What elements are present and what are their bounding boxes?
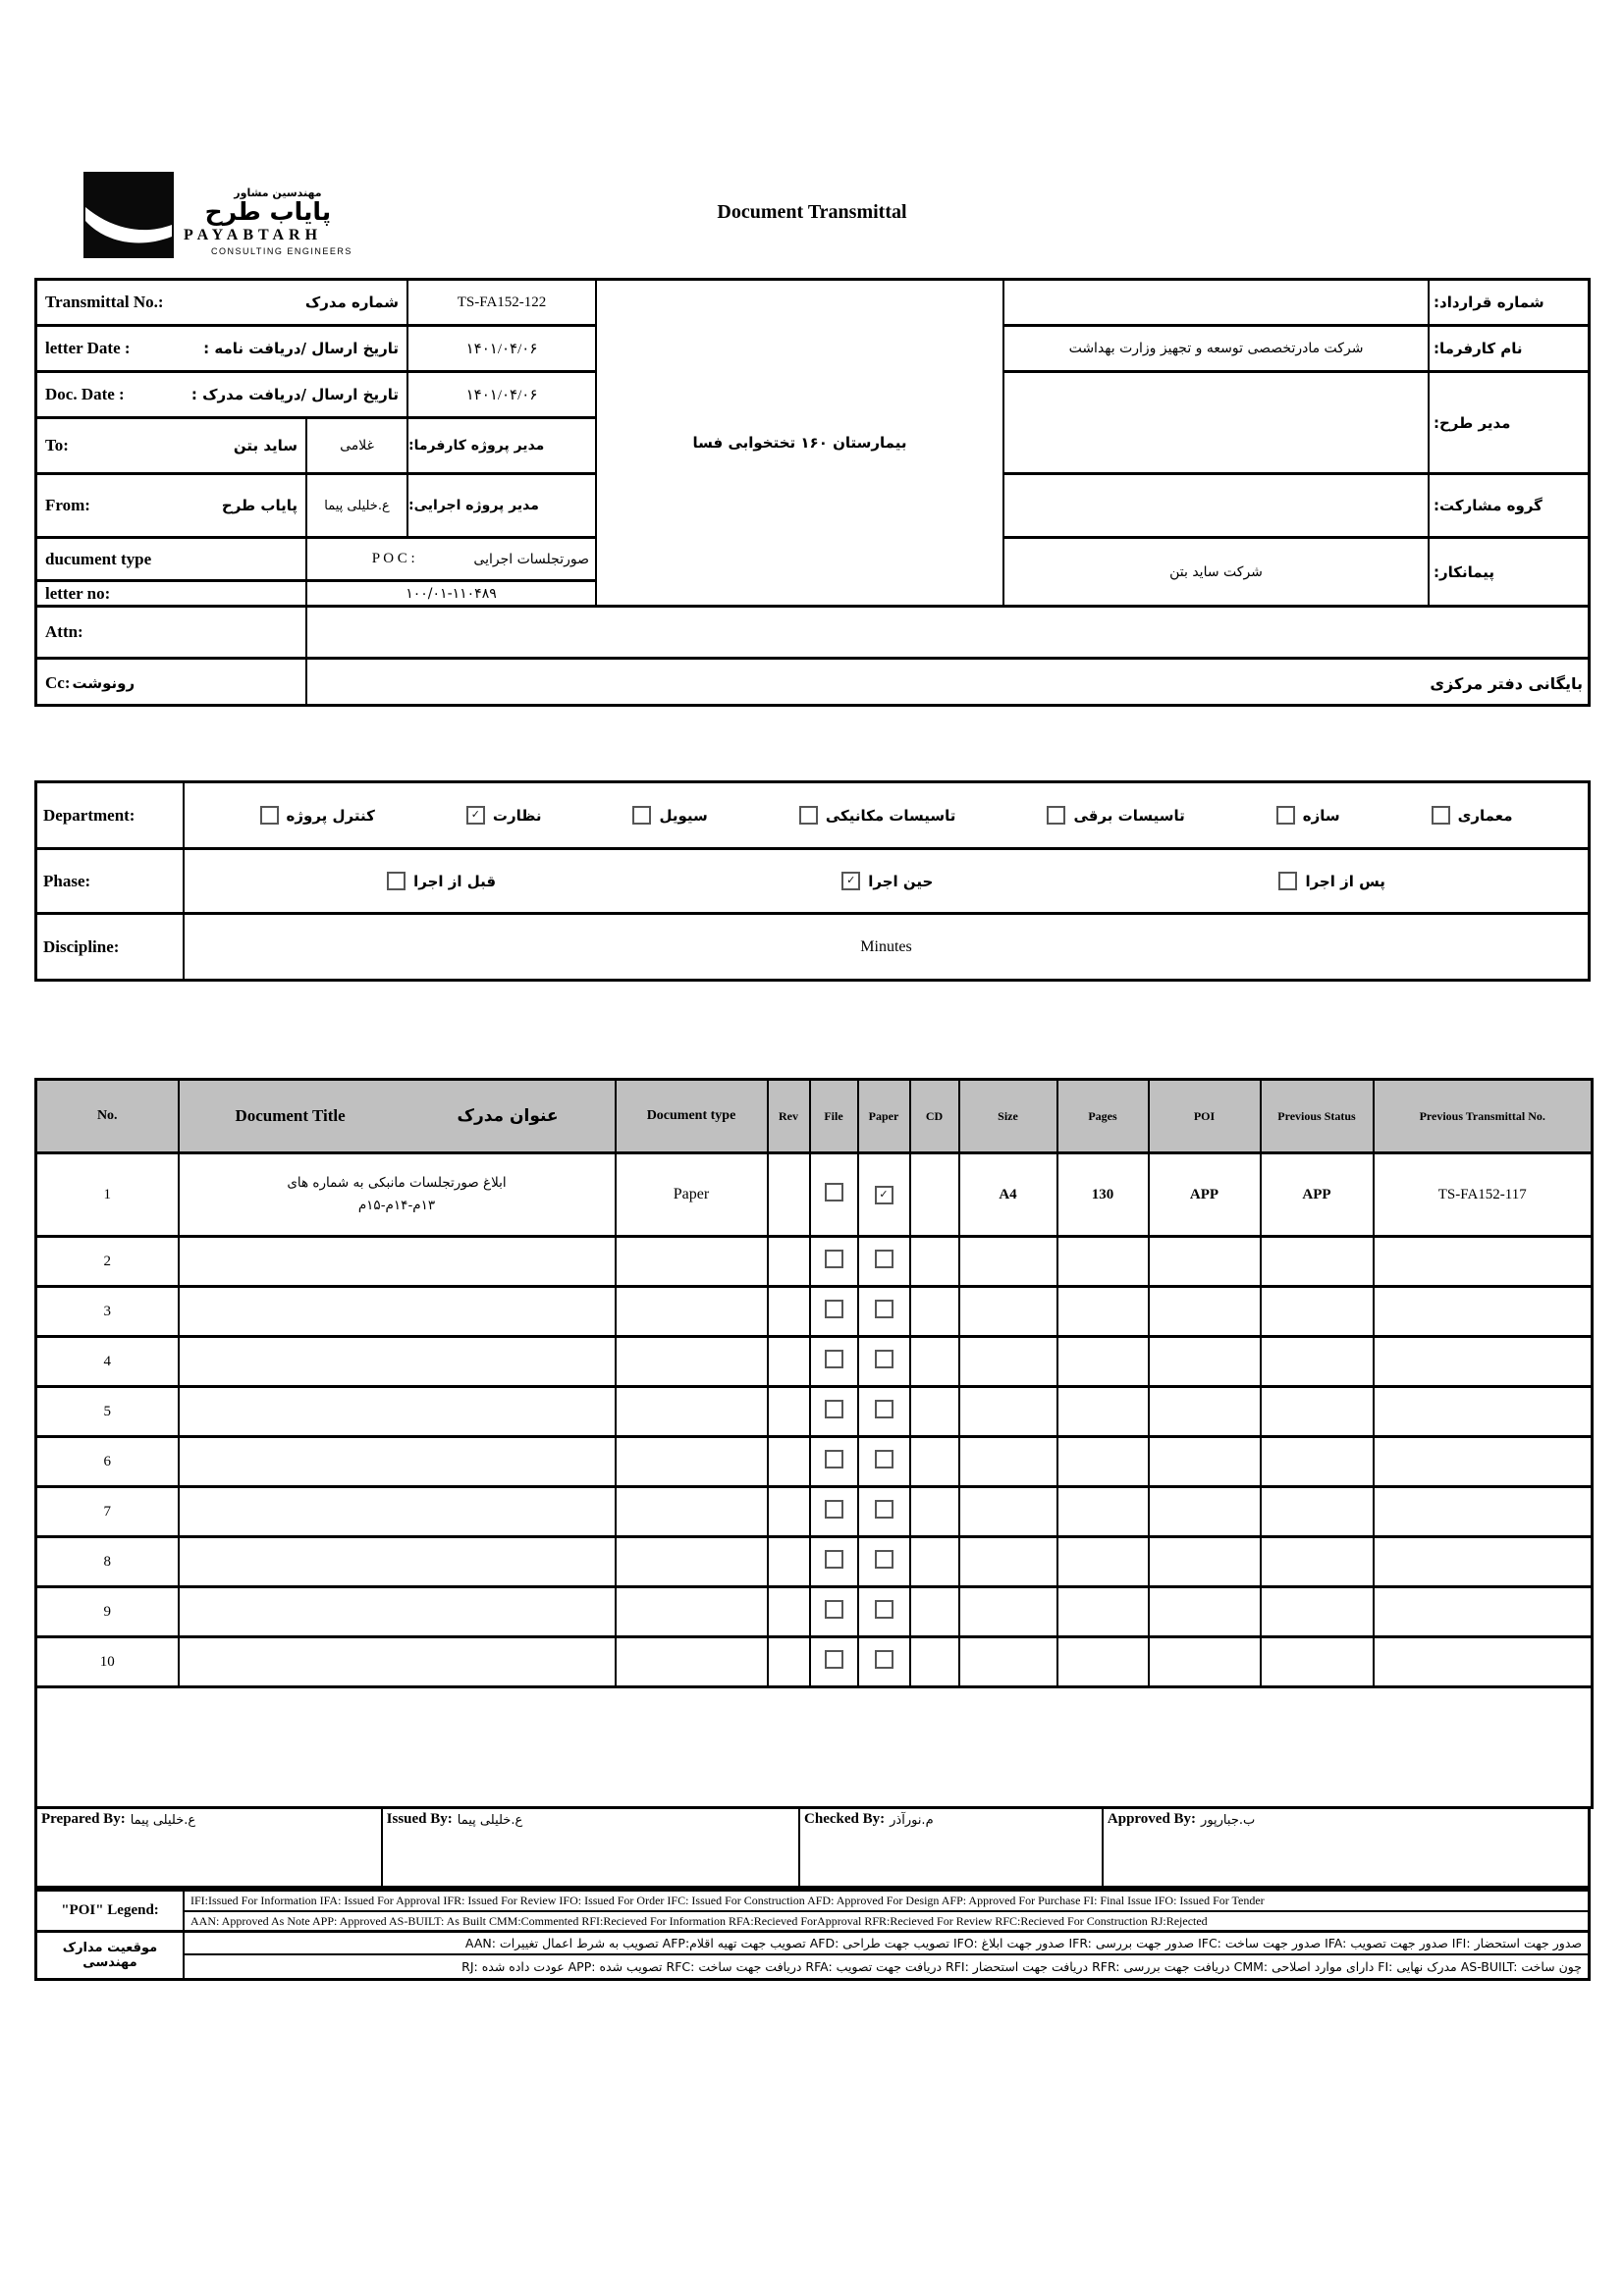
department-option-checkbox[interactable] [260, 806, 279, 825]
pages-cell [1057, 1587, 1149, 1637]
department-option [632, 806, 707, 825]
cd-cell [910, 1637, 959, 1687]
department-option-label: تاسیسات برقی [1073, 806, 1185, 825]
file-cell [810, 1437, 858, 1487]
col-file: File [810, 1080, 858, 1153]
doc-type-cell [616, 1537, 768, 1587]
department-option [260, 806, 375, 825]
cc-label: Cc: رونوشت [37, 660, 307, 707]
empty-remarks-row [36, 1687, 1593, 1808]
logo-en-subtitle: CONSULTING ENGINEERS [211, 246, 352, 256]
pages-cell [1057, 1387, 1149, 1437]
table-row [36, 1337, 1593, 1387]
size-cell [959, 1537, 1057, 1587]
letter-no-label: letter no: [37, 582, 307, 608]
rev-cell [768, 1637, 810, 1687]
attn-label: Attn: [37, 608, 307, 660]
col-no: No. [36, 1080, 179, 1153]
doc-title-cell [179, 1487, 616, 1537]
poi-cell [1149, 1287, 1261, 1337]
paper-checkbox[interactable] [875, 1650, 893, 1669]
letter-date-value: ۱۴۰۱/۰۴/۰۶ [408, 327, 597, 373]
row-number: 9 [36, 1587, 179, 1637]
file-cell [810, 1487, 858, 1537]
table-row [36, 1153, 1593, 1237]
prev-status-cell: APP [1261, 1153, 1374, 1237]
department-option-label: کنترل پروژه [286, 806, 375, 825]
file-cell [810, 1387, 858, 1437]
file-checkbox[interactable] [825, 1300, 843, 1318]
transmittal-no-label: Transmittal No.: شماره مدرک [37, 281, 408, 327]
department-label: Department: [37, 783, 185, 850]
file-cell [810, 1337, 858, 1387]
prev-status-cell [1261, 1237, 1374, 1287]
prev-status-cell [1261, 1287, 1374, 1337]
approved-by-cell: Approved By: ب.جبارپور [1107, 1811, 1256, 1828]
table-row [36, 1437, 1593, 1487]
rev-cell [768, 1337, 810, 1387]
phase-option [1278, 872, 1384, 890]
department-option-label: نظارت [492, 806, 542, 825]
col-cd: CD [910, 1080, 959, 1153]
prev-status-cell [1261, 1487, 1374, 1537]
paper-checkbox[interactable] [875, 1400, 893, 1418]
cd-cell [910, 1487, 959, 1537]
department-option-label: سازه [1302, 806, 1340, 825]
to-row: To: ساید بتن [37, 419, 307, 475]
col-doc-type: Document type [616, 1080, 768, 1153]
paper-checkbox[interactable] [875, 1450, 893, 1468]
approved-by-name: ب.جبارپور [1201, 1813, 1256, 1828]
cd-cell [910, 1153, 959, 1237]
size-cell [959, 1237, 1057, 1287]
table-header-row [36, 1080, 1593, 1153]
prev-status-cell [1261, 1637, 1374, 1687]
cd-cell [910, 1237, 959, 1287]
checked-by-cell: Checked By: م.نورآذر [800, 1809, 1104, 1886]
paper-cell [858, 1637, 910, 1687]
prev-transmittal-cell [1374, 1437, 1593, 1487]
paper-checkbox[interactable]: ✓ [875, 1186, 893, 1204]
paper-checkbox[interactable] [875, 1600, 893, 1619]
doc-type-cell [616, 1387, 768, 1437]
poi-cell [1149, 1487, 1261, 1537]
size-cell: A4 [959, 1153, 1057, 1237]
rev-cell [768, 1237, 810, 1287]
table-row [36, 1387, 1593, 1437]
col-prev-transmittal: Previous Transmittal No. [1374, 1080, 1593, 1153]
row-number: 7 [36, 1487, 179, 1537]
row-number: 4 [36, 1337, 179, 1387]
document-type-value: P O C : صورتجلسات اجرایی [307, 539, 597, 582]
row-number: 1 [36, 1153, 179, 1237]
document-list-table [34, 1078, 1594, 1809]
department-option [799, 806, 956, 825]
poi-legend-table [34, 1889, 1591, 1981]
transmittal-info-table [34, 278, 1591, 707]
file-checkbox[interactable] [825, 1400, 843, 1418]
logo-fa-title: پایاب طرح [204, 196, 332, 226]
doc-title-cell [179, 1287, 616, 1337]
contract-no-value [1004, 281, 1430, 327]
prev-transmittal-cell [1374, 1287, 1593, 1337]
pages-cell [1057, 1437, 1149, 1487]
logo-en-title: PAYABTARH [184, 227, 323, 243]
from-value: پایاب طرح [221, 497, 298, 514]
file-cell [810, 1237, 858, 1287]
checked-by-name: م.نورآذر [890, 1813, 934, 1828]
client-label: نام کارفرما: [1430, 327, 1591, 373]
phase-options [185, 850, 1588, 915]
phase-option-checkbox[interactable] [1278, 872, 1297, 890]
file-checkbox[interactable] [825, 1450, 843, 1468]
cd-cell [910, 1387, 959, 1437]
to-person: غلامی [307, 419, 408, 475]
department-option-checkbox[interactable] [632, 806, 651, 825]
file-cell [810, 1153, 858, 1237]
file-checkbox[interactable] [825, 1600, 843, 1619]
row-number: 3 [36, 1287, 179, 1337]
department-option [1432, 806, 1513, 825]
table-row [36, 1487, 1593, 1537]
from-role-label: مدیر پروژه اجرایی: [408, 475, 597, 539]
to-role-label: مدیر پروژه کارفرما: [408, 419, 597, 475]
doc-type-cell: Paper [616, 1153, 768, 1237]
contractor-label: پیمانکار: [1430, 539, 1591, 608]
rev-cell [768, 1537, 810, 1587]
prev-transmittal-cell [1374, 1237, 1593, 1287]
contract-no-label: شماره قرارداد: [1430, 281, 1591, 327]
paper-checkbox[interactable] [875, 1550, 893, 1569]
col-pages: Pages [1057, 1080, 1149, 1153]
poi-cell [1149, 1637, 1261, 1687]
prev-transmittal-cell [1374, 1487, 1593, 1537]
table-row [36, 1287, 1593, 1337]
col-poi: POI [1149, 1080, 1261, 1153]
doc-status-label: موقعیت مدارک مهندسی [37, 1933, 185, 1978]
discipline-value: Minutes [860, 937, 912, 955]
doc-type-cell [616, 1587, 768, 1637]
poi-legend-en-row1: IFI:Issued For Information IFA: Issued For Approval IFR: Issued For Review IFO: Issued For Order IFC: Issued For Construction AFD: Approved For Design AFP: Approved For Purchase FI: Final Issue IFO: Issued For Tender [185, 1892, 1588, 1912]
paper-checkbox[interactable] [875, 1350, 893, 1368]
paper-cell [858, 1153, 910, 1237]
phase-label: Phase: [37, 850, 185, 915]
phase-option-checkbox[interactable]: ✓ [841, 872, 860, 890]
file-checkbox[interactable] [825, 1500, 843, 1519]
logo-fa-subtitle: مهندسین مشاور [234, 186, 322, 199]
size-cell [959, 1437, 1057, 1487]
contractor-value: شرکت ساید بتن [1004, 539, 1430, 608]
row-number: 10 [36, 1637, 179, 1687]
file-cell [810, 1287, 858, 1337]
transmittal-no-value: TS-FA152-122 [408, 281, 597, 327]
client-value: شرکت مادرتخصصی توسعه و تجهیز وزارت بهداشت [1004, 327, 1430, 373]
doc-type-cell [616, 1287, 768, 1337]
paper-checkbox[interactable] [875, 1250, 893, 1268]
department-option-checkbox[interactable] [799, 806, 818, 825]
rev-cell [768, 1287, 810, 1337]
pages-cell [1057, 1487, 1149, 1537]
document-type-label: ducument type [37, 539, 307, 582]
paper-cell [858, 1437, 910, 1487]
file-checkbox[interactable] [825, 1183, 843, 1201]
department-option-label: سیویل [659, 806, 708, 825]
department-option-checkbox[interactable] [1047, 806, 1065, 825]
to-value: ساید بتن [233, 437, 298, 454]
file-cell [810, 1537, 858, 1587]
doc-type-cell [616, 1637, 768, 1687]
rev-cell [768, 1487, 810, 1537]
rev-cell [768, 1153, 810, 1237]
prev-status-cell [1261, 1387, 1374, 1437]
department-option [1276, 806, 1340, 825]
paper-cell [858, 1387, 910, 1437]
cd-cell [910, 1287, 959, 1337]
issued-by-cell: Issued By: ع.خلیلی پیما [383, 1809, 800, 1886]
department-option-checkbox[interactable] [1276, 806, 1295, 825]
prev-transmittal-cell [1374, 1587, 1593, 1637]
table-row [36, 1637, 1593, 1687]
phase-option [387, 872, 496, 890]
phase-option [841, 872, 933, 890]
doc-type-cell [616, 1337, 768, 1387]
paper-cell [858, 1487, 910, 1537]
department-option [466, 806, 542, 825]
size-cell [959, 1387, 1057, 1437]
prepared-by-name: ع.خلیلی پیما [130, 1813, 196, 1828]
doc-title-cell [179, 1387, 616, 1437]
pages-cell [1057, 1637, 1149, 1687]
paper-cell [858, 1337, 910, 1387]
col-size: Size [959, 1080, 1057, 1153]
file-cell [810, 1587, 858, 1637]
col-title: Document Title عنوان مدرک [179, 1080, 616, 1153]
poi-legend-en-row2: AAN: Approved As Note APP: Approved AS-BUILT: As Built CMM:Commented RFI:Recieved For Information RFA:Recieved ForApproval RFR:Recieved For Review RFC:Recieved For Construction RJ:Rejected [185, 1912, 1588, 1933]
pages-cell [1057, 1537, 1149, 1587]
doc-date-label: Doc. Date : تاریخ ارسال /دریافت مدرک : [37, 373, 408, 419]
pages-cell [1057, 1337, 1149, 1387]
jv-label: گروه مشارکت: [1430, 475, 1591, 539]
poi-cell: APP [1149, 1153, 1261, 1237]
empty-remarks-cell [36, 1687, 1593, 1808]
pages-cell: 130 [1057, 1153, 1149, 1237]
doc-title-cell [179, 1337, 616, 1387]
doc-type-cell [616, 1437, 768, 1487]
prev-transmittal-cell [1374, 1637, 1593, 1687]
department-option [1047, 806, 1184, 825]
file-checkbox[interactable] [825, 1550, 843, 1569]
file-checkbox[interactable] [825, 1650, 843, 1669]
paper-cell [858, 1287, 910, 1337]
doc-table-body [36, 1153, 1593, 1808]
table-row [36, 1587, 1593, 1637]
paper-checkbox[interactable] [875, 1500, 893, 1519]
row-number: 6 [36, 1437, 179, 1487]
prepared-by-cell: Prepared By: ع.خلیلی پیما [37, 1809, 383, 1886]
doc-title-cell [179, 1437, 616, 1487]
department-option-label: تاسیسات مکانیکی [825, 806, 956, 825]
paper-cell [858, 1237, 910, 1287]
col-prev-status: Previous Status [1261, 1080, 1374, 1153]
table-row [36, 1537, 1593, 1587]
issued-by-name: ع.خلیلی پیما [457, 1813, 523, 1828]
from-row: From: پایاب طرح [37, 475, 307, 539]
rev-cell [768, 1437, 810, 1487]
cd-cell [910, 1337, 959, 1387]
letter-no-value: ۱۰۰/۰۱-۱۱۰۴۸۹ [307, 582, 597, 608]
size-cell [959, 1587, 1057, 1637]
prev-status-cell [1261, 1337, 1374, 1387]
letter-date-label: letter Date : تاریخ ارسال /دریافت نامه : [37, 327, 408, 373]
prev-status-cell [1261, 1437, 1374, 1487]
department-options [185, 783, 1588, 850]
poi-cell [1149, 1537, 1261, 1587]
row-number: 2 [36, 1237, 179, 1287]
phase-option-label: حین اجرا [868, 872, 934, 890]
file-checkbox[interactable] [825, 1250, 843, 1268]
design-manager-value [1004, 373, 1430, 475]
paper-checkbox[interactable] [875, 1300, 893, 1318]
cd-cell [910, 1437, 959, 1487]
poi-legend-fa-row2: RJ: عودت داده شده APP: تصویب شده RFC: دریافت جهت ساخت RFA: دریافت جهت تصویب RFI: دریافت جهت استحضار RFR: دریافت جهت بررسی CMM: دارای موارد اصلاحی FI: مدرک نهایی AS-BUILT: چون ساخت [461, 1959, 1582, 1974]
poi-cell [1149, 1237, 1261, 1287]
prev-transmittal-cell [1374, 1387, 1593, 1437]
signature-row [34, 1806, 1591, 1889]
doc-title-cell: ابلاغ صورتجلسات مانبکی به شماره های ۱۳م-۱۴م-۱۵م [179, 1153, 616, 1237]
project-name: بیمارستان ۱۶۰ تختخوابی فسا [597, 281, 1004, 608]
department-option-checkbox[interactable]: ✓ [466, 806, 485, 825]
design-manager-label: مدیر طرح: [1430, 373, 1591, 475]
file-cell [810, 1637, 858, 1687]
row-number: 5 [36, 1387, 179, 1437]
department-option-checkbox[interactable] [1432, 806, 1450, 825]
page-title: Document Transmittal [717, 201, 907, 223]
phase-option-label: قبل از اجرا [413, 872, 497, 890]
paper-cell [858, 1587, 910, 1637]
prev-transmittal-cell [1374, 1537, 1593, 1587]
poi-legend-label: "POI" Legend: [37, 1892, 185, 1933]
cc-value: بایگانی دفتر مرکزی [1430, 673, 1583, 693]
discipline-label: Discipline: [37, 915, 185, 979]
col-paper: Paper [858, 1080, 910, 1153]
row-number: 8 [36, 1537, 179, 1587]
prev-transmittal-cell [1374, 1337, 1593, 1387]
cd-cell [910, 1537, 959, 1587]
from-person: ع.خلیلی پیما [307, 475, 408, 539]
doc-type-cell [616, 1237, 768, 1287]
poi-cell [1149, 1387, 1261, 1437]
doc-title-cell [179, 1237, 616, 1287]
jv-value [1004, 475, 1430, 539]
size-cell [959, 1487, 1057, 1537]
table-row [36, 1237, 1593, 1287]
prev-status-cell [1261, 1537, 1374, 1587]
phase-option-checkbox[interactable] [387, 872, 406, 890]
poi-cell [1149, 1437, 1261, 1487]
size-cell [959, 1637, 1057, 1687]
department-option-label: معماری [1457, 806, 1513, 825]
prev-status-cell [1261, 1587, 1374, 1637]
doc-title-cell [179, 1637, 616, 1687]
doc-type-cell [616, 1487, 768, 1537]
pages-cell [1057, 1237, 1149, 1287]
cd-cell [910, 1587, 959, 1637]
col-rev: Rev [768, 1080, 810, 1153]
poi-cell [1149, 1587, 1261, 1637]
pages-cell [1057, 1287, 1149, 1337]
poi-legend-fa-row1: AAN: تصویب به شرط اعمال تغییرات AFP:تصویب جهت تهیه اقلام AFD: تصویب جهت طراحی IFO: صدور جهت ابلاغ IFR: صدور جهت بررسی IFC: صدور جهت ساخت IFA: صدور جهت تصویب IFI: صدور جهت استحضار [185, 1933, 1588, 1955]
size-cell [959, 1287, 1057, 1337]
rev-cell [768, 1387, 810, 1437]
poi-cell [1149, 1337, 1261, 1387]
doc-date-value: ۱۴۰۱/۰۴/۰۶ [408, 373, 597, 419]
phase-option-label: پس از اجرا [1305, 872, 1385, 890]
doc-title-cell [179, 1587, 616, 1637]
attn-value [307, 608, 1591, 660]
rev-cell [768, 1587, 810, 1637]
doc-title-cell [179, 1537, 616, 1587]
paper-cell [858, 1537, 910, 1587]
prev-transmittal-cell: TS-FA152-117 [1374, 1153, 1593, 1237]
size-cell [959, 1337, 1057, 1387]
department-table [34, 780, 1591, 982]
file-checkbox[interactable] [825, 1350, 843, 1368]
